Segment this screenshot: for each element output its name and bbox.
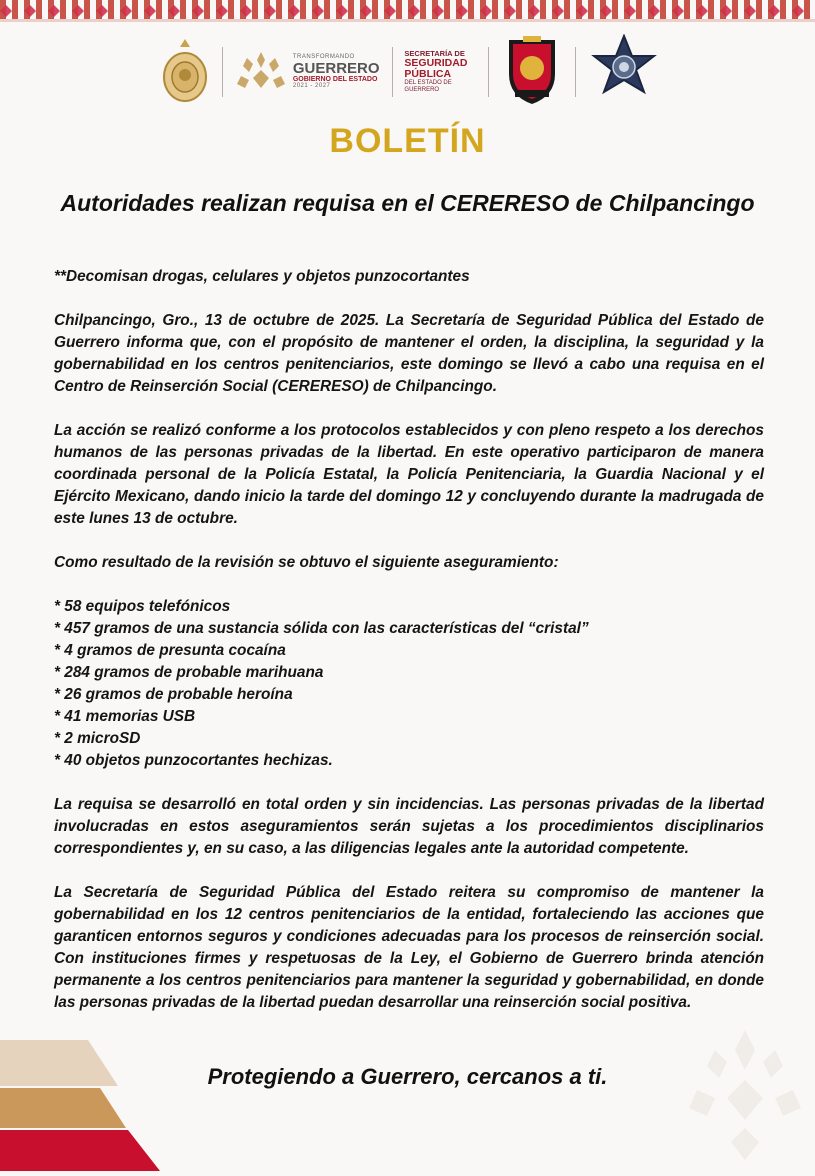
bulletin-label: BOLETÍN: [329, 122, 486, 160]
gov-logo-line2: GUERRERO: [292, 59, 380, 77]
ssp-logo-line4: DEL ESTADO DE GUERRERO: [404, 80, 452, 93]
list-item: * 2 microSD: [54, 730, 141, 747]
list-item: * 26 gramos de probable heroína: [54, 686, 293, 703]
subtitle: **Decomisan drogas, celulares y objetos punzocortantes: [54, 268, 470, 285]
ssp-shield-badge-icon: [501, 34, 563, 111]
paragraph-commitment: La Secretaría de Seguridad Pública del Estado reitera su compromiso de mantener la gobernabilidad en los 12 centros penitenciarios de la entidad, fortaleciendo las acciones que garanticen entornos seguros y condiciones adecuadas para los procesos de reinserción social. Con instituciones firmes y respetuosas de la Ley, el Gobierno de Guerrero brinda atención permanente a los centros penitenciarios para mantener la seguridad y gobernabilidad, en donde las personas privadas de la libertad puedan desarrollar una reinserción social positiva.: [54, 884, 764, 1011]
gov-logo-line1: TRANSFORMANDO: [292, 54, 355, 61]
headline: Autoridades realizan requisa en el CERERESO de Chilpancingo: [60, 190, 755, 216]
ssp-logo-line2: SEGURIDAD: [404, 57, 468, 70]
gov-logo-line3: GOBIERNO DEL ESTADO: [292, 75, 378, 83]
list-item: * 284 gramos de probable marihuana: [54, 664, 324, 681]
state-coat-of-arms-logo: [160, 37, 210, 108]
ssp-logo-line1: SECRETARÍA DE: [404, 49, 465, 59]
list-item: * 457 gramos de una sustancia sólida con las características del “cristal”: [54, 620, 589, 637]
divider: [392, 47, 393, 97]
paragraph-intro: Chilpancingo, Gro., 13 de octubre de 2025. La Secretaría de Seguridad Pública del Estado de Guerrero informa que, con el propósito de mantener el orden, la disciplina, la seguridad y la gobernabilidad en los centros penitenciarios, este domingo se llevó a cabo una requisa en el Centro de Reinserción Social (CERERESO) de Chilpancingo.: [54, 312, 764, 395]
divider: [222, 47, 223, 97]
paragraph-operation: La acción se realizó conforme a los protocolos establecidos y con pleno respeto a los derechos humanos de las personas privadas de la libertad. En este operativo participaron de manera coordinada personal de la Policía Estatal, la Policía Penitenciaria, la Guardia Nacional y el Ejército Mexicano, dando inicio la tarde del domingo 12 y concluyendo durante la madrugada de este lunes 13 de octubre.: [54, 422, 764, 527]
list-item: * 41 memorias USB: [54, 708, 196, 725]
guerrero-government-logo: [235, 48, 380, 96]
ssp-logo-line3: PÚBLICA: [404, 68, 452, 81]
logos-row: [160, 34, 660, 110]
gov-logo-line4: 2021 - 2027: [292, 83, 331, 90]
divider: [575, 47, 576, 97]
list-item: * 4 gramos de presunta cocaína: [54, 642, 286, 659]
divider: [488, 47, 489, 97]
ssp-logo: [404, 50, 476, 93]
seized-items-list: [54, 596, 764, 772]
article-body: [54, 266, 764, 1036]
list-item: * 58 equipos telefónicos: [54, 598, 231, 615]
decorative-corner-shapes: [0, 1036, 180, 1176]
list-intro: Como resultado de la revisión se obtuvo el siguiente aseguramiento:: [54, 554, 559, 571]
list-item: * 40 objetos punzocortantes hechizas.: [54, 752, 333, 769]
police-star-badge-icon: [588, 34, 660, 111]
decorative-watermark-icon: [675, 1020, 815, 1176]
paragraph-outcome: La requisa se desarrolló en total orden y sin incidencias. Las personas privadas de la libertad involucradas en estos aseguramientos serán sujetas a los procedimientos disciplinarios correspondientes y, en su caso, a las diligencias legales ante la autoridad competente.: [54, 796, 764, 857]
decorative-top-border: [0, 0, 815, 22]
slogan: Protegiendo a Guerrero, cercanos a ti.: [207, 1064, 608, 1089]
